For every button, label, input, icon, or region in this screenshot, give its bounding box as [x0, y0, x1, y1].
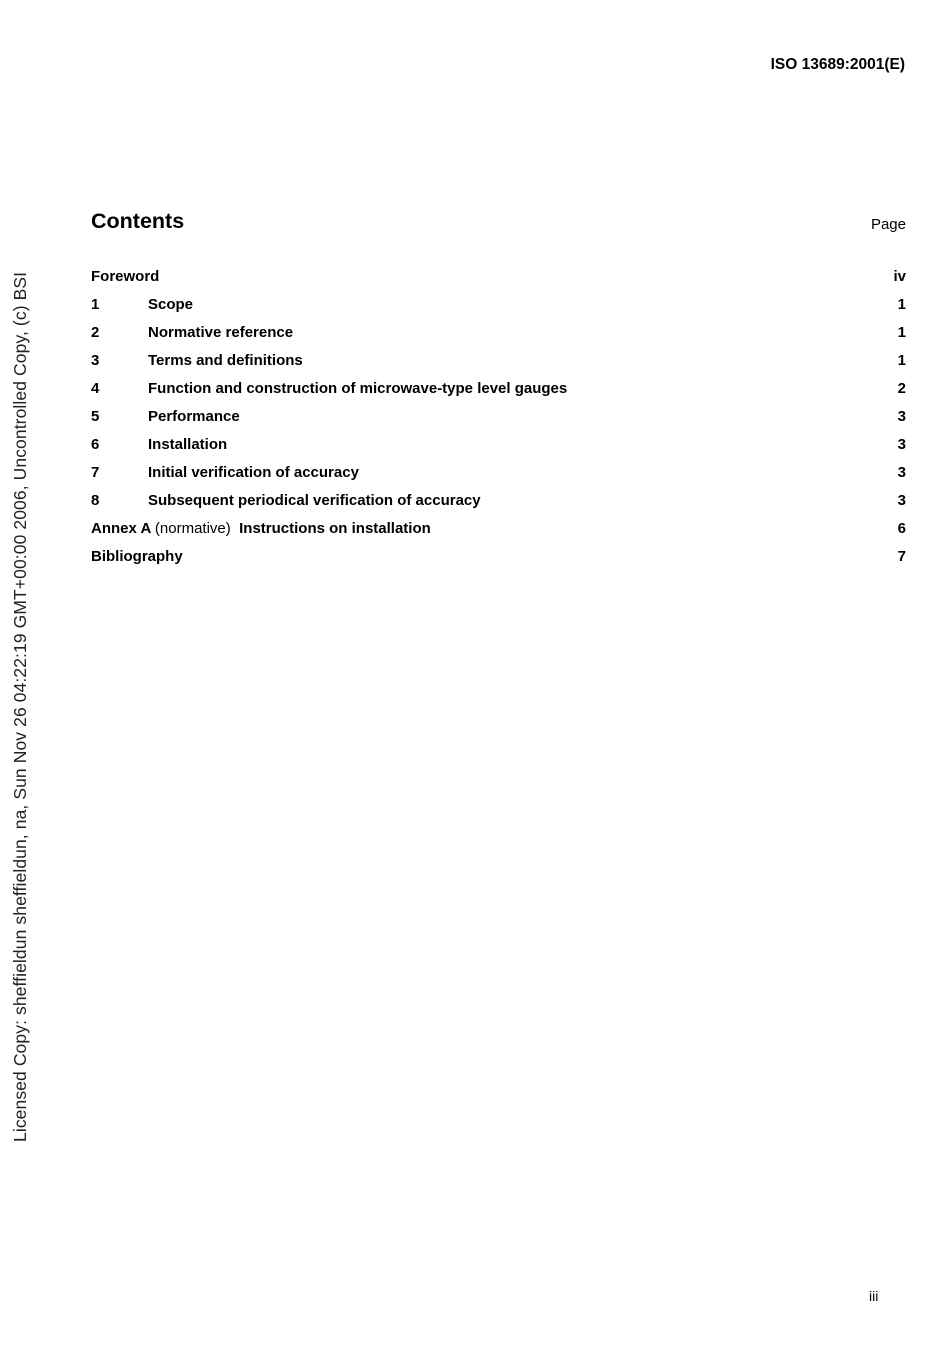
document-id: ISO 13689:2001(E) — [770, 56, 905, 73]
toc-entry-terms-and-definitions[interactable] — [91, 352, 906, 380]
toc-entry-number: 7 — [91, 464, 100, 481]
toc-entry-annex-a[interactable] — [91, 520, 906, 548]
toc-entry-page: 1 — [897, 352, 906, 369]
toc-entry-initial-verification[interactable] — [91, 464, 906, 492]
contents-header — [91, 209, 906, 239]
toc-entry-page: 6 — [897, 520, 906, 537]
toc-entry-scope[interactable] — [91, 296, 906, 324]
toc-entry-page: 2 — [897, 380, 906, 397]
toc-entry-label: Performance — [148, 408, 240, 425]
toc-entry-page: 3 — [897, 408, 906, 425]
toc-entry-page: 3 — [897, 492, 906, 509]
toc-entry-normative-reference[interactable] — [91, 324, 906, 352]
toc-entry-performance[interactable] — [91, 408, 906, 436]
toc-entry-label: Scope — [148, 296, 194, 313]
toc-entry-label: Installation — [148, 436, 228, 453]
toc-entry-label: Normative reference — [148, 324, 294, 341]
license-watermark: Licensed Copy: sheffieldun sheffieldun, na, Sun Nov 26 04:22:19 GMT+00:00 2006, Uncontrolled Copy, (c) BSI — [10, 271, 30, 1142]
toc-entry-label: Function and construction of microwave-type level gauges — [148, 380, 568, 397]
table-of-contents — [91, 268, 906, 576]
toc-entry-number: 3 — [91, 352, 100, 369]
toc-entry-page: 3 — [897, 436, 906, 453]
annex-qualifier: (normative) — [154, 520, 231, 537]
toc-entry-number: 5 — [91, 408, 100, 425]
page-column-label: Page — [870, 216, 906, 233]
toc-entry-number: 8 — [91, 492, 100, 509]
toc-entry-label: Foreword — [91, 268, 160, 285]
toc-entry-page: 1 — [897, 324, 906, 341]
toc-entry-label: Initial verification of accuracy — [148, 464, 359, 481]
toc-entry-foreword[interactable] — [91, 268, 906, 296]
toc-entry-number: 6 — [91, 436, 100, 453]
toc-entry-bibliography[interactable] — [91, 548, 906, 576]
toc-entry-label: Subsequent periodical verification of accuracy — [148, 492, 481, 509]
toc-entry-label — [91, 520, 431, 537]
page-number: iii — [869, 1288, 879, 1304]
toc-entry-page: 3 — [897, 464, 906, 481]
toc-entry-page: 1 — [897, 296, 906, 313]
page-title: Contents — [91, 209, 185, 233]
toc-entry-label: Terms and definitions — [148, 352, 303, 369]
annex-title: Instructions on installation — [239, 520, 431, 537]
toc-entry-number: 1 — [91, 296, 100, 313]
toc-entry-subsequent-verification[interactable] — [91, 492, 906, 520]
annex-prefix: Annex A — [91, 520, 151, 537]
toc-entry-page: 7 — [897, 548, 906, 565]
toc-entry-label: Bibliography — [91, 548, 183, 565]
toc-entry-page: iv — [893, 268, 906, 285]
toc-entry-function-and-construction[interactable] — [91, 380, 906, 408]
toc-entry-number: 4 — [91, 380, 100, 397]
toc-entry-installation[interactable] — [91, 436, 906, 464]
toc-entry-number: 2 — [91, 324, 100, 341]
